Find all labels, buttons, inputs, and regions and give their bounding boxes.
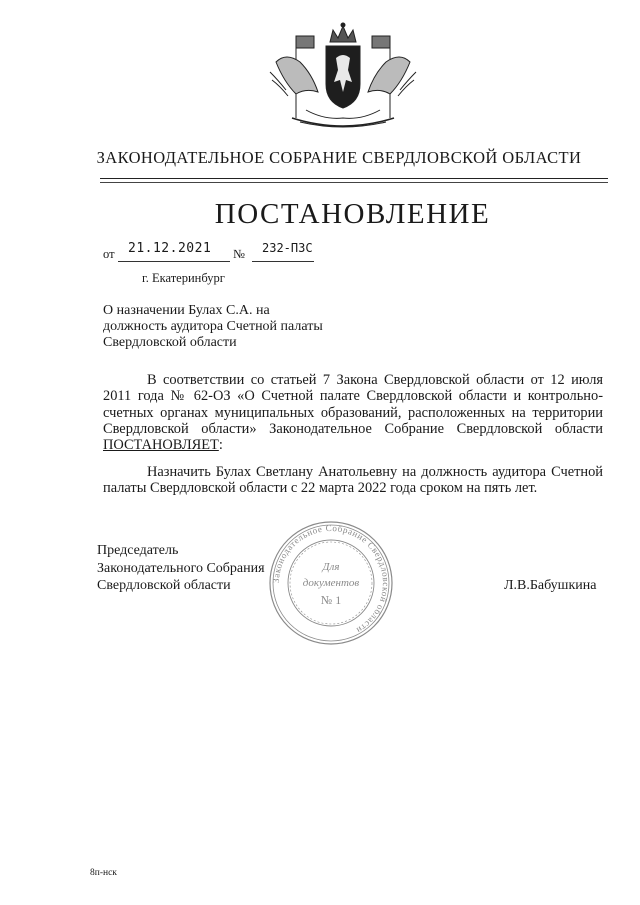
coat-of-arms-emblem bbox=[266, 22, 420, 134]
resolves-keyword: ПОСТАНОВЛЯЕТ bbox=[103, 437, 219, 454]
paragraph1-end: : bbox=[218, 437, 223, 454]
seal-center-line-3: № 1 bbox=[320, 593, 342, 607]
header-rule-thick bbox=[100, 178, 608, 179]
paragraph1-main-text: В соответствии со статьей 7 Закона Свердловской области от 12 июля 2011 года № 62-ОЗ «О Счетной палате Свердловской области и контрольно-счетных органах муниципальных образований, расположенных на территории Свердловской области» Законодательное Собрание Свердловской области bbox=[103, 372, 603, 437]
document-title: ПОСТАНОВЛЕНИЕ bbox=[214, 198, 491, 230]
header-rule-thin bbox=[100, 182, 608, 183]
number-prefix: № bbox=[233, 247, 245, 261]
official-seal bbox=[268, 520, 394, 646]
date-underline bbox=[118, 261, 230, 262]
signatory-line-3: Свердловской области bbox=[97, 578, 231, 593]
seal-center-line-1: Для bbox=[322, 561, 340, 573]
city-label: г. Екатеринбург bbox=[142, 271, 225, 285]
document-subject: О назначении Булах С.А. на должность аудитора Счетной палаты Свердловской области bbox=[103, 303, 323, 350]
seal-ring-text: Законодательное Собрание Свердловской области bbox=[270, 522, 392, 636]
signatory-line-1: Председатель bbox=[97, 543, 179, 558]
document-number: 232-ПЗС bbox=[262, 241, 313, 255]
seal-center-line-2: документов bbox=[302, 577, 360, 589]
signatory-title bbox=[97, 542, 265, 595]
document-date: 21.12.2021 bbox=[128, 241, 212, 256]
body-paragraph-1 bbox=[103, 372, 603, 453]
body-paragraph-2: Назначить Булах Светлану Анатольевну на должность аудитора Счетной палаты Свердловской области с 22 марта 2022 года сроком на пять лет. bbox=[103, 464, 603, 497]
signatory-name: Л.В.Бабушкина bbox=[504, 578, 597, 593]
signatory-line-2: Законодательного Собрания bbox=[97, 560, 265, 576]
number-underline bbox=[252, 261, 314, 262]
organization-name: ЗАКОНОДАТЕЛЬНОЕ СОБРАНИЕ СВЕРДЛОВСКОЙ ОБЛАСТИ bbox=[96, 148, 582, 167]
date-prefix: от bbox=[103, 247, 115, 261]
footer-code: 8п-нск bbox=[90, 868, 117, 878]
